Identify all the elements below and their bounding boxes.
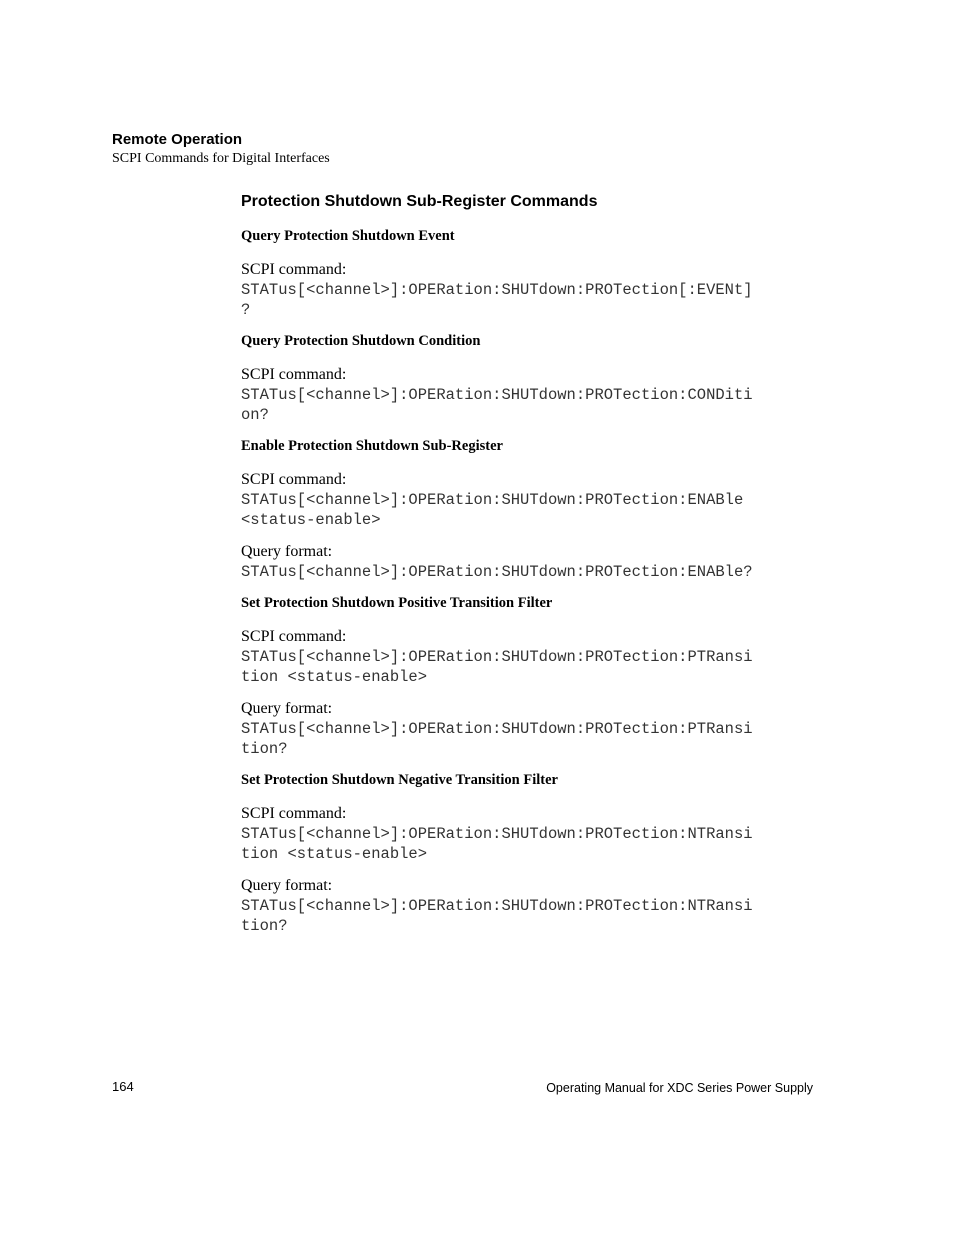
code-line: STATus[<channel>]:OPERation:SHUTdown:PROTection:ENABle? (241, 563, 753, 581)
entry-label: SCPI command: (241, 261, 347, 278)
code-line: STATus[<channel>]:OPERation:SHUTdown:PROTection:ENABle (241, 491, 744, 509)
entry-label: SCPI command: (241, 628, 347, 645)
query-entry (241, 542, 821, 582)
code-line: STATus[<channel>]:OPERation:SHUTdown:PROTection:PTRansi (241, 720, 753, 738)
command-entry (241, 260, 821, 320)
main-content (241, 192, 821, 948)
command-title: Set Protection Shutdown Negative Transition Filter (241, 772, 558, 788)
section-title: Protection Shutdown Sub-Register Commands (241, 193, 598, 210)
command-block (241, 437, 821, 582)
code-line: tion? (241, 740, 288, 758)
code-line: STATus[<channel>]:OPERation:SHUTdown:PROTection:CONDiti (241, 386, 753, 404)
command-title: Query Protection Shutdown Condition (241, 333, 481, 349)
command-title: Enable Protection Shutdown Sub-Register (241, 438, 503, 454)
entry-label: Query format: (241, 543, 333, 560)
command-entry (241, 470, 821, 530)
command-entry (241, 627, 821, 687)
command-block (241, 771, 821, 936)
entry-label: SCPI command: (241, 366, 347, 383)
entry-label: Query format: (241, 877, 333, 894)
command-block (241, 332, 821, 425)
running-header-section: SCPI Commands for Digital Interfaces (112, 151, 330, 166)
entry-label: Query format: (241, 700, 333, 717)
code-line: on? (241, 406, 269, 424)
command-block (241, 227, 821, 320)
code-line: STATus[<channel>]:OPERation:SHUTdown:PROTection:PTRansi (241, 648, 753, 666)
running-header-chapter: Remote Operation (112, 131, 243, 148)
code-line: STATus[<channel>]:OPERation:SHUTdown:PROTection:NTRansi (241, 897, 753, 915)
entry-label: SCPI command: (241, 471, 347, 488)
code-line: STATus[<channel>]:OPERation:SHUTdown:PROTection:NTRansi (241, 825, 753, 843)
command-entry (241, 804, 821, 864)
code-line: tion? (241, 917, 288, 935)
code-line: tion <status-enable> (241, 845, 428, 863)
query-entry (241, 699, 821, 759)
footer-manual-title: Operating Manual for XDC Series Power Supply (546, 1081, 813, 1095)
code-line: STATus[<channel>]:OPERation:SHUTdown:PROTection[:EVENt] (241, 281, 753, 299)
command-title: Query Protection Shutdown Event (241, 228, 455, 244)
command-title: Set Protection Shutdown Positive Transition Filter (241, 595, 553, 611)
command-block (241, 594, 821, 759)
command-entry (241, 365, 821, 425)
query-entry (241, 876, 821, 936)
code-line: <status-enable> (241, 511, 381, 529)
code-line: tion <status-enable> (241, 668, 428, 686)
entry-label: SCPI command: (241, 805, 347, 822)
page-number: 164 (112, 1079, 134, 1094)
code-line: ? (241, 301, 251, 319)
